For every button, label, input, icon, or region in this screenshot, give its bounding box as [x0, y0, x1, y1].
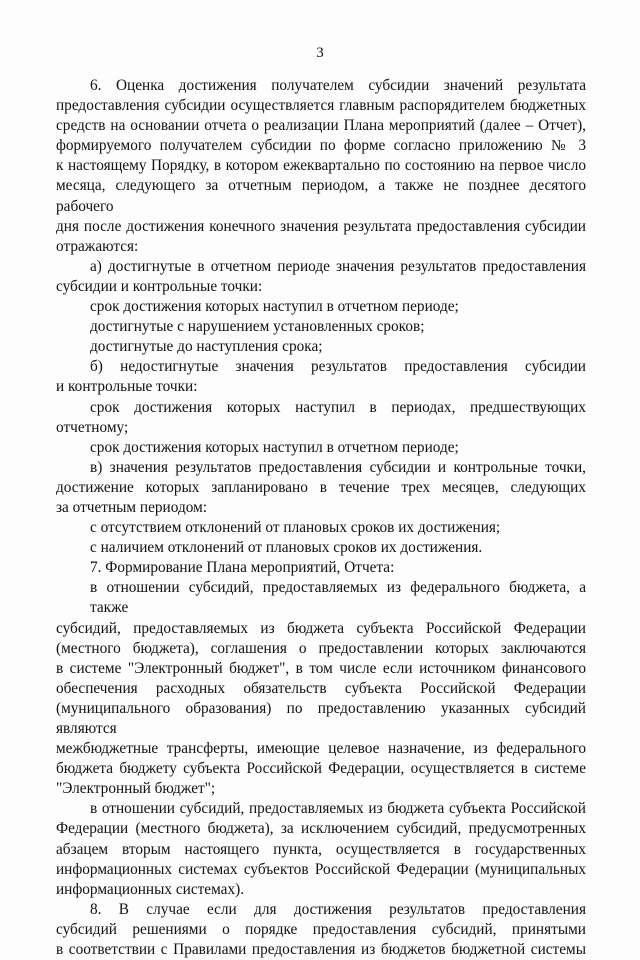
- text-line: информационных системах субъектов Российской Федерации (муниципальных: [56, 860, 586, 878]
- text-line: месяца, следующего за отчетным периодом, а также не позднее десятого рабочего: [56, 177, 586, 215]
- text-line: в системе "Электронный бюджет", в том числе если источником финансового: [56, 659, 586, 677]
- text-line: отчетному;: [56, 418, 129, 436]
- text-line: за отчетным периодом:: [56, 498, 208, 516]
- text-line: 8. В случае если для достижения результатов предоставления: [90, 900, 586, 918]
- text-line: 6. Оценка достижения получателем субсидии значений результата: [90, 77, 586, 94]
- text-line: отражаются:: [56, 237, 139, 255]
- text-line: в отношении субсидий, предоставляемых из федерального бюджета, а также: [90, 579, 586, 617]
- text-line: а) достигнутые в отчетном периоде значения результатов предоставления: [90, 257, 586, 275]
- text-line: "Электронный бюджет";: [56, 780, 216, 798]
- text-line: субсидии и контрольные точки:: [56, 277, 263, 295]
- text-line: предоставления субсидии осуществляется главным распорядителем бюджетных: [56, 97, 586, 115]
- text-line: срок достижения которых наступил в отчетном периоде;: [90, 438, 459, 456]
- text-line: (муниципального образования) по предоставлению указанных субсидий являются: [56, 699, 586, 737]
- text-line: в) значения результатов предоставления субсидии и контрольные точки,: [90, 458, 586, 476]
- text-line: 7. Формирование Плана мероприятий, Отчета:: [90, 559, 395, 577]
- text-line: бюджета бюджету субъекта Российской Федерации, осуществляется в системе: [56, 760, 586, 778]
- text-line: с отсутствием отклонений от плановых сроков их достижения;: [90, 519, 501, 537]
- text-line: срок достижения которых наступил в периодах, предшествующих: [90, 398, 586, 416]
- text-line: с наличием отклонений от плановых сроков их достижения.: [90, 539, 483, 557]
- text-line: обеспечения расходных обязательств субъекта Российской Федерации: [56, 679, 586, 697]
- text-line: Федерации (местного бюджета), за исключением субсидий, предусмотренных: [56, 820, 586, 838]
- text-line: межбюджетные трансферты, имеющие целевое назначение, из федерального: [56, 740, 586, 758]
- text-line: субсидий, предоставляемых из бюджета субъекта Российской Федерации: [56, 619, 586, 637]
- text-line: формируемого получателем субсидии по форме согласно приложению № 3: [56, 137, 586, 155]
- text-line: достигнутые до наступления срока;: [90, 338, 323, 356]
- text-line: (местного бюджета), соглашения о предоставлении которых заключаются: [56, 639, 586, 657]
- document-body: [56, 76, 586, 960]
- text-line: в соответствии с Правилами предоставления из бюджетов бюджетной системы: [56, 941, 586, 959]
- text-line: в отношении субсидий, предоставляемых из бюджета субъекта Российской: [90, 800, 586, 818]
- text-line: б) недостигнутые значения результатов предоставления субсидии: [90, 358, 586, 376]
- text-line: информационных системах).: [56, 880, 245, 898]
- text-line: и контрольные точки:: [56, 378, 198, 396]
- text-line: субсидий решениями о порядке предоставления субсидий, принятыми: [56, 920, 586, 938]
- page-number: 3: [316, 45, 324, 61]
- text-line: срок достижения которых наступил в отчетном периоде;: [90, 298, 459, 316]
- text-line: дня после достижения конечного значения результата предоставления субсидии: [56, 217, 586, 235]
- text-line: абзацем вторым настоящего пункта, осуществляется в государственных: [56, 840, 586, 858]
- text-line: достигнутые с нарушением установленных сроков;: [90, 318, 425, 336]
- text-line: к настоящему Порядку, в котором ежеквартально по состоянию на первое число: [56, 157, 586, 175]
- text-line: средств на основании отчета о реализации Плана мероприятий (далее – Отчет),: [56, 117, 586, 135]
- text-line: достижение которых запланировано в течение трех месяцев, следующих: [56, 478, 586, 496]
